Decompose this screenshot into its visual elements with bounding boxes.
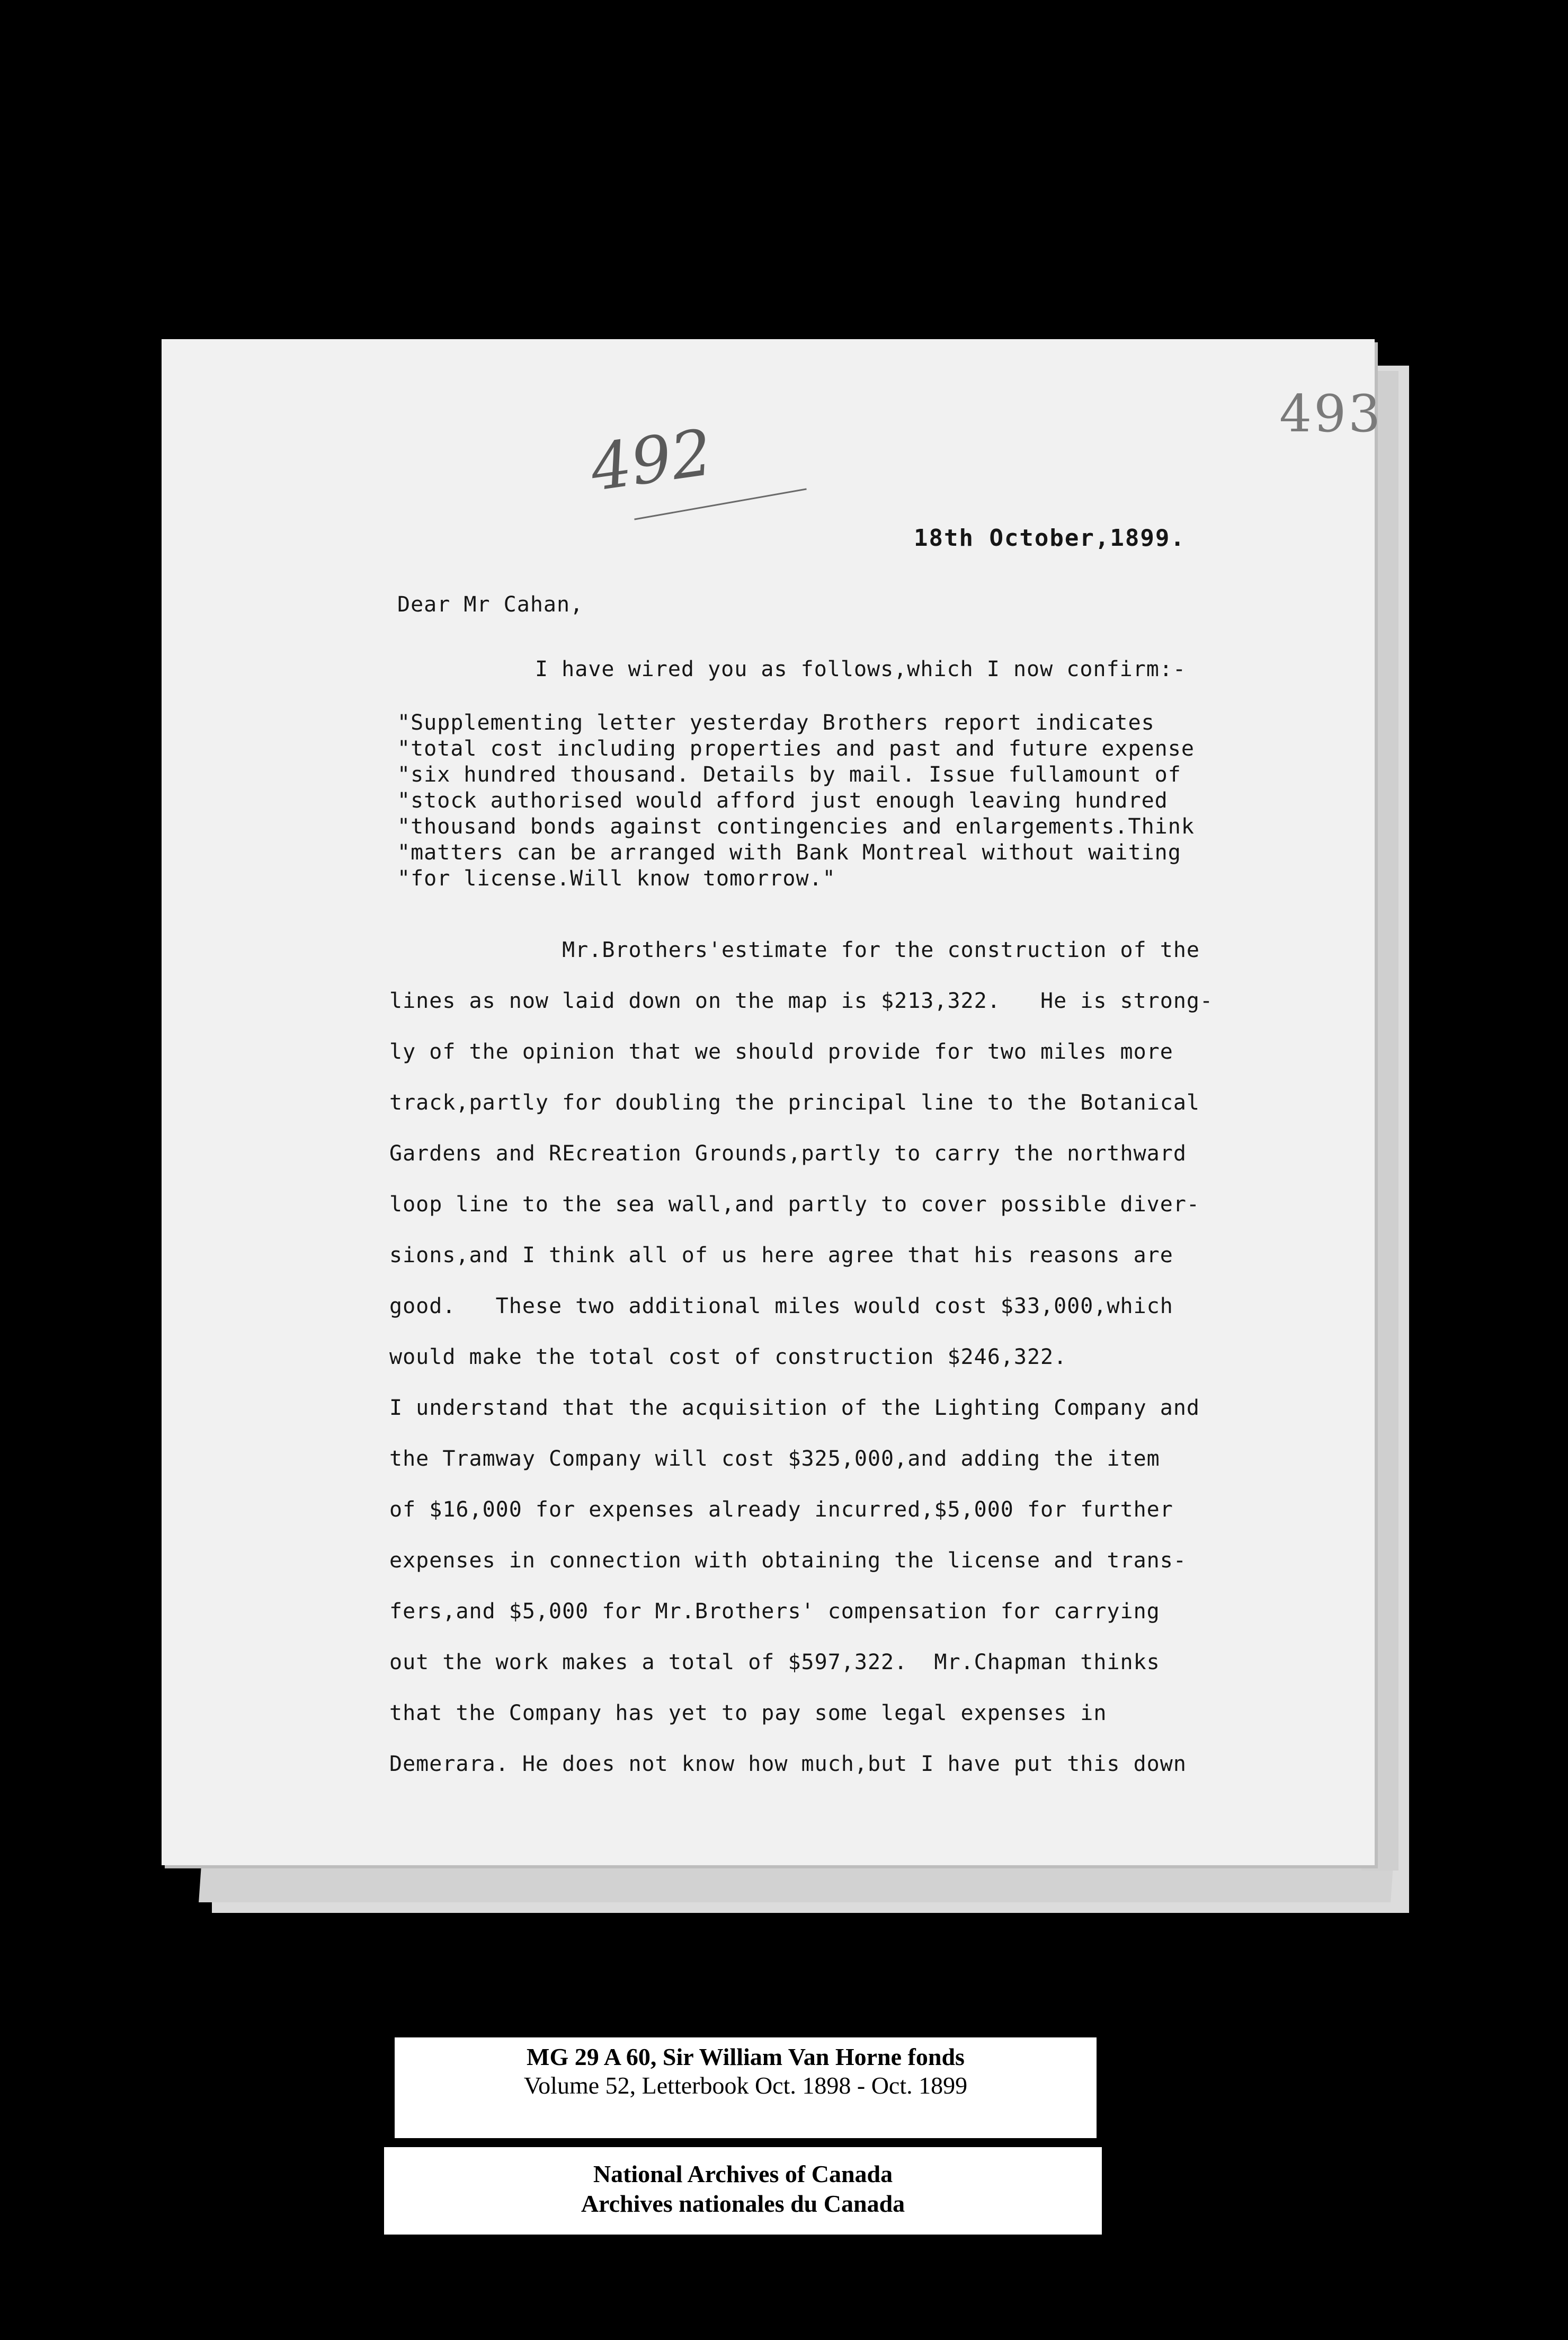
letter-body	[389, 925, 1213, 1789]
institution-name-fr: Archives nationales du Canada	[581, 2190, 905, 2217]
body-line: loop line to the sea wall,and partly to cover possible diver-	[389, 1192, 1200, 1217]
telegram-line: "stock authorised would afford just enough leaving hundred	[397, 788, 1168, 813]
telegram-line: "Supplementing letter yesterday Brothers report indicates	[397, 711, 1155, 735]
body-line: track,partly for doubling the principal line to the Botanical	[389, 1091, 1200, 1115]
telegram-line: "thousand bonds against contingencies and enlargements.Think	[397, 814, 1195, 839]
body-line: fers,and $5,000 for Mr.Brothers' compensation for carrying	[389, 1599, 1160, 1624]
volume-reference: Volume 52, Letterbook Oct. 1898 - Oct. 1899	[523, 2072, 968, 2099]
body-line: I understand that the acquisition of the Lighting Company and	[389, 1396, 1200, 1420]
salutation: Dear Mr Cahan,	[397, 592, 584, 617]
body-line: expenses in connection with obtaining the license and trans-	[389, 1548, 1187, 1573]
body-line: would make the total cost of construction $246,322.	[389, 1345, 1067, 1369]
body-line: that the Company has yet to pay some legal expenses in	[389, 1701, 1107, 1725]
institution-name-en: National Archives of Canada	[593, 2160, 893, 2187]
handwritten-page-number: 492	[586, 415, 717, 506]
telegram-line: "for license.Will know tomorrow."	[397, 866, 836, 891]
body-line: lines as now laid down on the map is $213,322. He is strong-	[389, 989, 1214, 1013]
body-line: sions,and I think all of us here agree that his reasons are	[389, 1243, 1173, 1268]
body-line: ly of the opinion that we should provide for two miles more	[389, 1040, 1173, 1064]
telegram-line: "six hundred thousand. Details by mail. Issue fullamount of	[397, 763, 1181, 787]
body-line: of $16,000 for expenses already incurred,$5,000 for further	[389, 1497, 1173, 1522]
intro-line: I have wired you as follows,which I now confirm:-	[535, 657, 1187, 681]
archive-reference-label	[395, 2037, 1097, 2138]
letter-date: 18th October,1899.	[914, 525, 1186, 552]
institution-label	[384, 2147, 1102, 2235]
body-line: Mr.Brothers'estimate for the construction of the	[389, 938, 1200, 962]
folio-number: 493	[1279, 384, 1383, 444]
telegram-line: "matters can be arranged with Bank Montreal without waiting	[397, 840, 1181, 865]
body-line: the Tramway Company will cost $325,000,and adding the item	[389, 1447, 1160, 1471]
body-line: out the work makes a total of $597,322. Mr.Chapman thinks	[389, 1650, 1160, 1674]
telegram-line: "total cost including properties and past and future expense	[397, 737, 1195, 761]
fonds-reference: MG 29 A 60, Sir William Van Horne fonds	[527, 2043, 965, 2070]
letter-page	[162, 339, 1383, 1865]
telegram-quote	[397, 710, 1195, 892]
body-line: good. These two additional miles would cost $33,000,which	[389, 1294, 1173, 1318]
body-line: Demerara. He does not know how much,but I have put this down	[389, 1752, 1187, 1776]
body-line: Gardens and REcreation Grounds,partly to carry the northward	[389, 1141, 1187, 1166]
